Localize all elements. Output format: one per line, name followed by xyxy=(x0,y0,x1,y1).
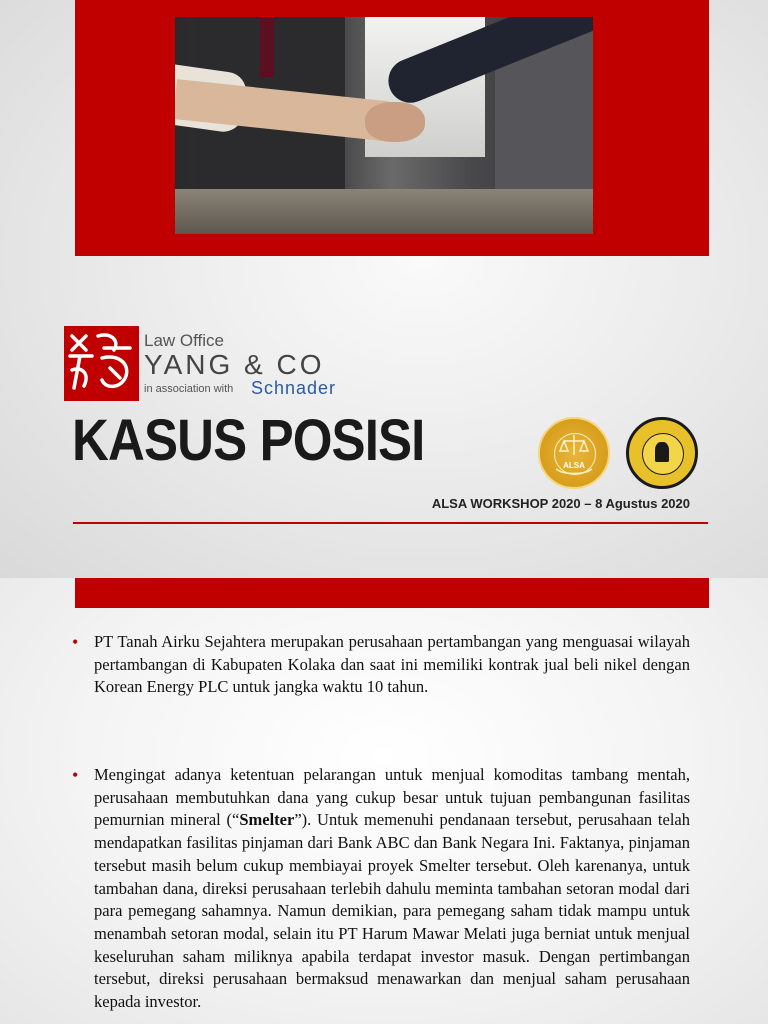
bullet-dot-icon: • xyxy=(72,632,79,652)
bullet-text: PT Tanah Airku Sejahtera merupakan perusahaan pertambangan yang menguasai wilayah pertambangan di Kabupaten Kolaka dan saat ini memiliki kontrak jual beli nikel dengan Korean Energy PLC untuk jangka waktu 10 tahun. xyxy=(94,632,690,697)
alsa-seal-label: ALSA xyxy=(563,461,585,470)
yang-co-logo-icon xyxy=(64,326,139,401)
logo-line-association: in association with xyxy=(144,383,234,395)
slide-content xyxy=(0,578,768,1024)
bullet-item-1 xyxy=(72,631,690,699)
unsoed-seal-emblem-icon xyxy=(655,442,669,462)
bullet-item-2 xyxy=(72,764,690,1014)
bullet-text-part: ”). Untuk memenuhi pendanaan tersebut, perusahaan telah mendapatkan fasilitas pinjaman dari Bank ABC dan Bank Negara Ini. Faktanya, pinjaman tersebut masih belum cukup membiayai proyek Smelter tersebut. Oleh karenanya, untuk tambahan dana, direksi perusahaan terlebih dahulu meminta tambahan setoran modal dari para pemegang sahamnya. Namun demikian, para pemegang saham tidak mampu untuk menambah setoran modal, selain itu PT Harum Mawar Melati juga berniat untuk menjual keseluruhan saham miliknya apabila terdapat investor masuk. Dengan pertimbangan tersebut, direksi perusahaan bermaksud menawarkan dan menjual saham perusahaan kepada investor. xyxy=(94,810,690,1012)
alsa-seal-icon xyxy=(538,417,610,489)
red-header-band xyxy=(75,578,709,608)
event-subtitle: ALSA WORKSHOP 2020 – 8 Agustus 2020 xyxy=(431,496,690,511)
bullet-dot-icon: • xyxy=(72,765,79,785)
title-divider xyxy=(73,522,708,524)
logo-partner-name: Schnader xyxy=(251,378,337,398)
bullet-text xyxy=(72,764,690,1014)
photo-desk xyxy=(175,189,593,234)
logo-line-firm: YANG & CO xyxy=(144,349,325,380)
logo-line-office: Law Office xyxy=(144,331,225,350)
photo-tie xyxy=(260,17,274,77)
bullet-text-bold: Smelter xyxy=(239,810,295,830)
bullet-text-part: Mengingat adanya ketentuan pelarangan untuk menjual komoditas tambang mentah, perusahaan membutuhkan dana yang cukup besar untuk tujuan pembangunan fasilitas pemurnian mineral (“ xyxy=(94,765,690,830)
handshake-photo xyxy=(175,17,593,234)
unsoed-seal-icon xyxy=(626,417,698,489)
photo-handshake xyxy=(365,102,425,142)
slide-title: KASUS POSISI xyxy=(72,408,425,473)
